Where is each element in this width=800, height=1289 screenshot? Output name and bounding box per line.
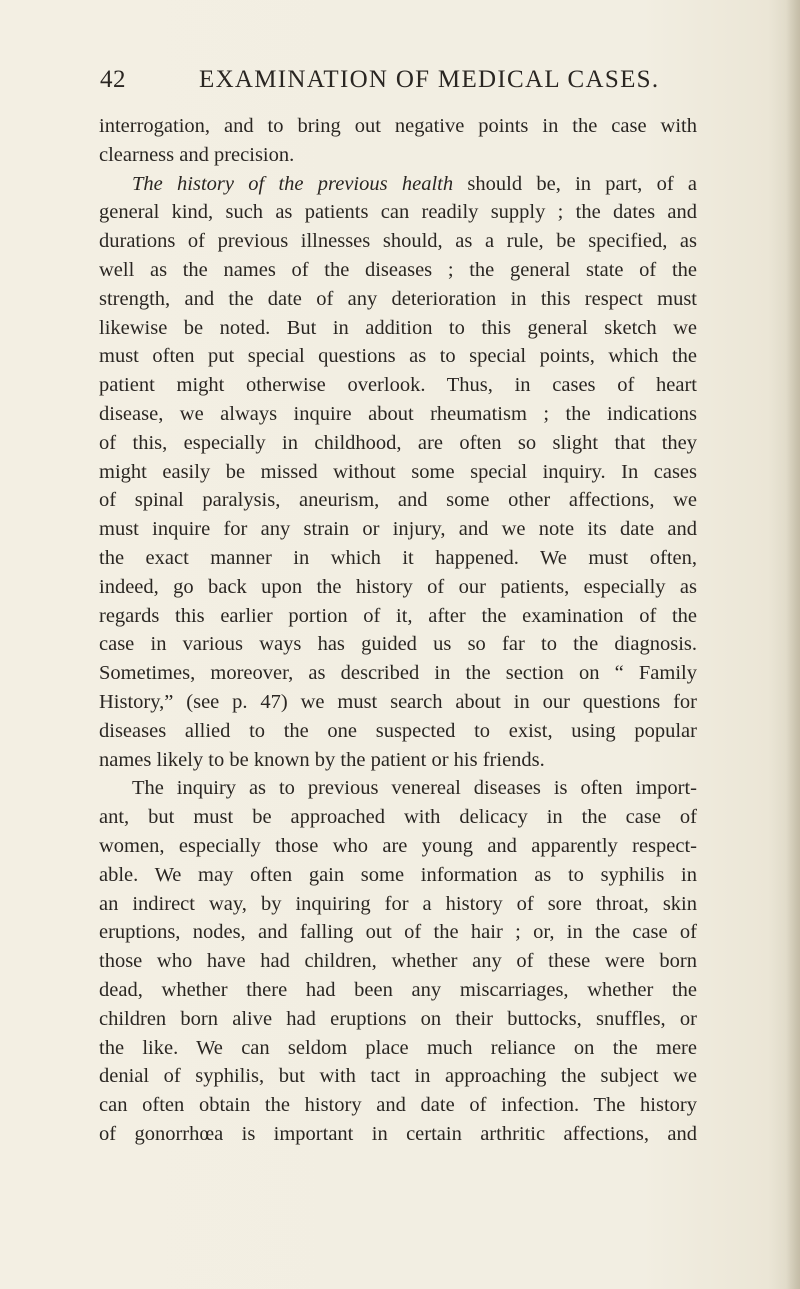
text-line: of gonorrhœa is important in certain arthritic affections, and bbox=[99, 1122, 697, 1145]
text-line: eruptions, nodes, and falling out of the hair ; or, in the case of bbox=[99, 921, 697, 944]
text-line: Sometimes, moreover, as described in the section on “ Family bbox=[99, 662, 697, 685]
text-line: interrogation, and to bring out negative points in the case with bbox=[99, 115, 697, 137]
running-title: EXAMINATION OF MEDICAL CASES. bbox=[199, 66, 660, 93]
text-line: History,” (see p. 47) we must search about in our questions for bbox=[99, 690, 697, 713]
text-line: of spinal paralysis, aneurism, and some other affections, we bbox=[99, 489, 697, 512]
text-line: regards this earlier portion of it, after the examination of the bbox=[99, 604, 697, 627]
text-line: those who have had children, whether any of these were born bbox=[99, 950, 697, 973]
text-line: of this, especially in childhood, are often so slight that they bbox=[99, 431, 697, 454]
text-line: the exact manner in which it happened. We must often, bbox=[99, 546, 697, 569]
text-line: durations of previous illnesses should, as a rule, be specified, as bbox=[99, 230, 697, 253]
text-line: the like. We can seldom place much reliance on the mere bbox=[99, 1036, 697, 1059]
body-text bbox=[99, 112, 697, 1149]
text-line: disease, we always inquire about rheumatism ; the indications bbox=[99, 402, 697, 425]
text-line: strength, and the date of any deterioration in this respect must bbox=[99, 287, 697, 310]
text-line: clearness and precision. bbox=[99, 143, 295, 166]
text-line: names likely to be known by the patient or his friends. bbox=[99, 748, 545, 771]
text-line: children born alive had eruptions on their buttocks, snuffles, or bbox=[99, 1007, 697, 1030]
text-line: must inquire for any strain or injury, and we note its date and bbox=[99, 518, 697, 541]
running-head bbox=[100, 60, 700, 100]
text-line: likewise be noted. But in addition to this general sketch we bbox=[99, 316, 697, 339]
page-edge-shadow bbox=[786, 0, 800, 1289]
text-line: an indirect way, by inquiring for a history of sore throat, skin bbox=[99, 892, 697, 915]
text-line: must often put special questions as to special points, which the bbox=[99, 345, 697, 368]
text-line: dead, whether there had been any miscarriages, whether the bbox=[99, 978, 697, 1001]
text-line: The inquiry as to previous venereal diseases is often import- bbox=[132, 777, 697, 800]
text-line: patient might otherwise overlook. Thus, in cases of heart bbox=[99, 374, 697, 397]
page-number: 42 bbox=[100, 66, 126, 93]
text-line: diseases allied to the one suspected to exist, using popular bbox=[99, 719, 697, 742]
text-line: ant, but must be approached with delicacy in the case of bbox=[99, 806, 697, 829]
text-line: case in various ways has guided us so far to the diagnosis. bbox=[99, 633, 697, 656]
text-line: able. We may often gain some information as to syphilis in bbox=[99, 863, 697, 886]
italic-heading: The history of the previous health bbox=[132, 172, 454, 195]
text-line-rest: should be, in part, of a bbox=[467, 172, 697, 195]
text-line: might easily be missed without some special inquiry. In cases bbox=[99, 460, 697, 483]
text-line: women, especially those who are young and apparently respect- bbox=[99, 834, 697, 857]
text-line: can often obtain the history and date of infection. The history bbox=[99, 1094, 697, 1117]
text-line: indeed, go back upon the history of our patients, especially as bbox=[99, 575, 697, 598]
text-line: denial of syphilis, but with tact in approaching the subject we bbox=[99, 1065, 697, 1088]
text-line: well as the names of the diseases ; the general state of the bbox=[99, 258, 697, 281]
text-line: general kind, such as patients can readily supply ; the dates and bbox=[99, 201, 697, 224]
text-line bbox=[99, 170, 697, 199]
